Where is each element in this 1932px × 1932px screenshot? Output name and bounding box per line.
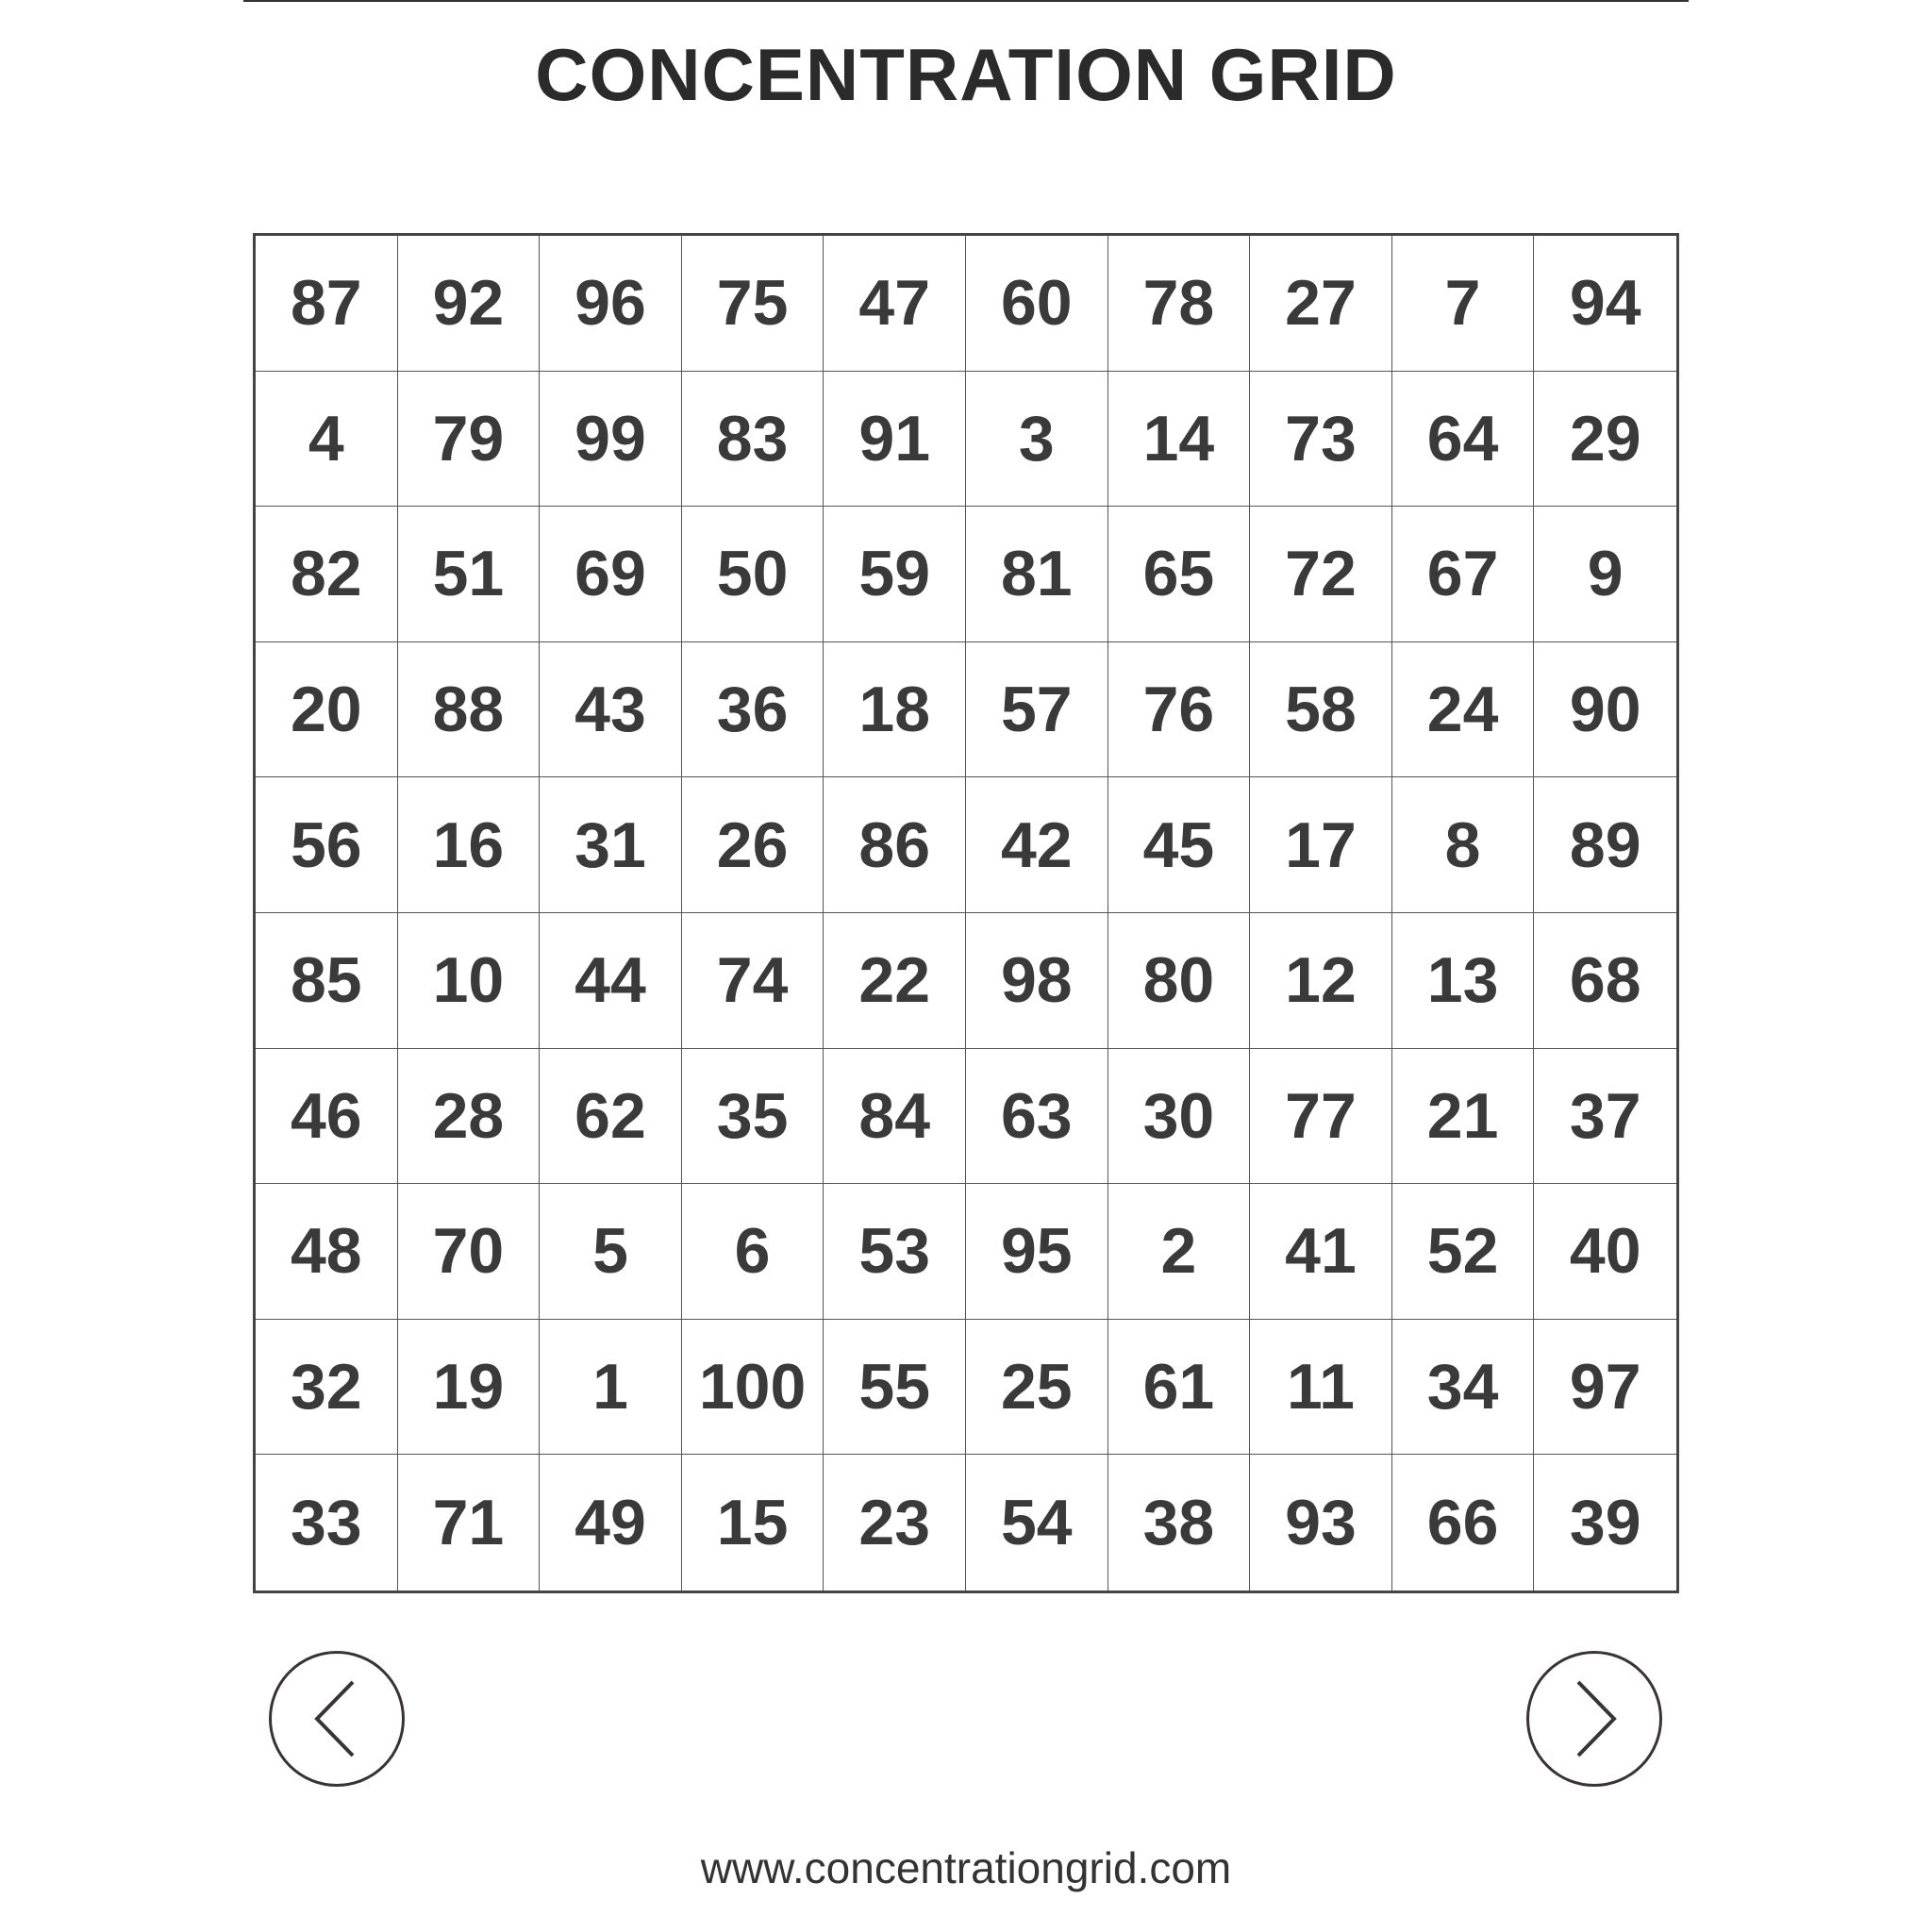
grid-cell[interactable]: 56 [256,777,398,913]
grid-cell[interactable]: 45 [1108,777,1251,913]
grid-cell[interactable]: 43 [540,642,682,778]
grid-cell[interactable]: 78 [1108,236,1251,372]
grid-cell[interactable]: 67 [1392,507,1535,642]
grid-cell[interactable]: 44 [540,913,682,1049]
page-title: CONCENTRATION GRID [535,33,1397,116]
grid-cell[interactable]: 50 [682,507,824,642]
grid-cell[interactable]: 72 [1250,507,1392,642]
grid-cell[interactable]: 83 [682,372,824,508]
grid-cell[interactable]: 16 [398,777,541,913]
grid-cell[interactable]: 87 [256,236,398,372]
grid-cell[interactable]: 2 [1108,1184,1251,1320]
grid-cell[interactable]: 39 [1569,1487,1641,1559]
grid-cell[interactable]: 97 [1534,1320,1676,1456]
grid-cell[interactable]: 81 [966,507,1108,642]
grid-cell[interactable]: 76 [1108,642,1251,778]
grid-cell[interactable]: 58 [1250,642,1392,778]
grid-cell[interactable]: 32 [256,1320,398,1456]
grid-cell[interactable]: 65 [1108,507,1251,642]
grid-cell[interactable]: 21 [1392,1049,1535,1185]
grid-cell[interactable]: 63 [966,1049,1108,1185]
grid-cell[interactable]: 62 [540,1049,682,1185]
grid-cell[interactable]: 77 [1250,1049,1392,1185]
grid-cell[interactable]: 71 [398,1455,541,1591]
grid-cell[interactable]: 23 [824,1455,966,1591]
grid-cell[interactable]: 25 [966,1320,1108,1456]
grid-cell[interactable]: 95 [966,1184,1108,1320]
grid-cell[interactable]: 51 [398,507,541,642]
chevron-left-icon [304,1676,370,1761]
grid-cell[interactable]: 34 [1392,1320,1535,1456]
grid-cell[interactable]: 70 [398,1184,541,1320]
grid-cell[interactable]: 27 [1250,236,1392,372]
grid-cell[interactable]: 42 [966,777,1108,913]
grid-cell[interactable]: 37 [1534,1049,1676,1185]
grid-cell[interactable]: 84 [824,1049,966,1185]
grid-cell[interactable]: 3 [966,372,1108,508]
grid-cell[interactable]: 49 [540,1455,682,1591]
grid-cell[interactable]: 8 [1392,777,1535,913]
grid-cell[interactable]: 17 [1250,777,1392,913]
grid-cell[interactable]: 69 [540,507,682,642]
chevron-right-icon [1561,1676,1627,1761]
grid-cell[interactable]: 52 [1392,1184,1535,1320]
grid-cell[interactable]: 100 [682,1320,824,1456]
grid-cell[interactable]: 19 [398,1320,541,1456]
grid-cell[interactable]: 46 [256,1049,398,1185]
previous-button[interactable] [269,1651,405,1787]
grid-cell[interactable]: 57 [966,642,1108,778]
grid-cell[interactable]: 61 [1108,1320,1251,1456]
grid-cell[interactable]: 36 [682,642,824,778]
grid-cell[interactable]: 15 [682,1455,824,1591]
grid-cell[interactable]: 29 [1534,372,1676,508]
grid-cell[interactable]: 59 [824,507,966,642]
grid-cell[interactable]: 41 [1250,1184,1392,1320]
grid-cell[interactable]: 75 [682,236,824,372]
grid-cell[interactable]: 98 [966,913,1108,1049]
grid-cell[interactable]: 74 [682,913,824,1049]
grid-cell[interactable]: 68 [1534,913,1676,1049]
grid-cell[interactable]: 73 [1250,372,1392,508]
grid-cell[interactable]: 9 [1534,507,1676,642]
grid-cell[interactable]: 96 [540,236,682,372]
grid-cell[interactable]: 53 [824,1184,966,1320]
grid-cell[interactable]: 66 [1392,1455,1535,1591]
grid-cell[interactable]: 6 [682,1184,824,1320]
grid-cell[interactable]: 10 [398,913,541,1049]
grid-cell[interactable]: 86 [824,777,966,913]
grid-cell[interactable]: 7 [1392,236,1535,372]
grid-cell[interactable]: 30 [1108,1049,1251,1185]
grid-cell[interactable]: 40 [1534,1184,1676,1320]
grid-cell[interactable]: 47 [824,236,966,372]
grid-cell[interactable]: 4 [256,372,398,508]
grid-cell[interactable]: 94 [1534,236,1676,372]
next-button[interactable] [1526,1651,1662,1787]
grid-cell[interactable]: 24 [1392,642,1535,778]
grid-cell[interactable]: 82 [256,507,398,642]
grid-cell[interactable]: 55 [824,1320,966,1456]
grid-cell[interactable]: 48 [256,1184,398,1320]
grid-cell[interactable]: 79 [398,372,541,508]
website-url: www.concentrationgrid.com [700,1843,1232,1892]
grid-cell[interactable]: 11 [1250,1320,1392,1456]
grid-cell[interactable]: 26 [682,777,824,913]
grid-cell[interactable]: 13 [1392,913,1535,1049]
grid-cell[interactable]: 35 [682,1049,824,1185]
grid-cell[interactable]: 90 [1534,642,1676,778]
grid-cell[interactable]: 85 [256,913,398,1049]
grid-cell[interactable]: 5 [540,1184,682,1320]
grid-cell[interactable]: 28 [398,1049,541,1185]
grid-cell[interactable]: 88 [398,642,541,778]
grid-cell[interactable]: 89 [1534,777,1676,913]
grid-cell[interactable]: 60 [966,236,1108,372]
grid-cell[interactable]: 33 [256,1455,398,1591]
grid-cell[interactable]: 12 [1250,913,1392,1049]
grid-cell[interactable]: 80 [1108,913,1251,1049]
grid-cell[interactable]: 91 [824,372,966,508]
grid-cell[interactable]: 1 [540,1320,682,1456]
grid-cell[interactable]: 92 [398,236,541,372]
grid-cell[interactable]: 31 [540,777,682,913]
grid-cell[interactable]: 20 [256,642,398,778]
grid-cell[interactable]: 18 [824,642,966,778]
grid-cell[interactable]: 93 [1250,1455,1392,1591]
grid-cell[interactable]: 54 [966,1455,1108,1591]
grid-cell[interactable]: 64 [1392,372,1535,508]
number-grid [253,233,1679,1593]
grid-cell[interactable]: 38 [1108,1455,1251,1591]
grid-cell[interactable]: 99 [540,372,682,508]
grid-cell[interactable]: 14 [1108,372,1251,508]
grid-cell[interactable]: 22 [824,913,966,1049]
